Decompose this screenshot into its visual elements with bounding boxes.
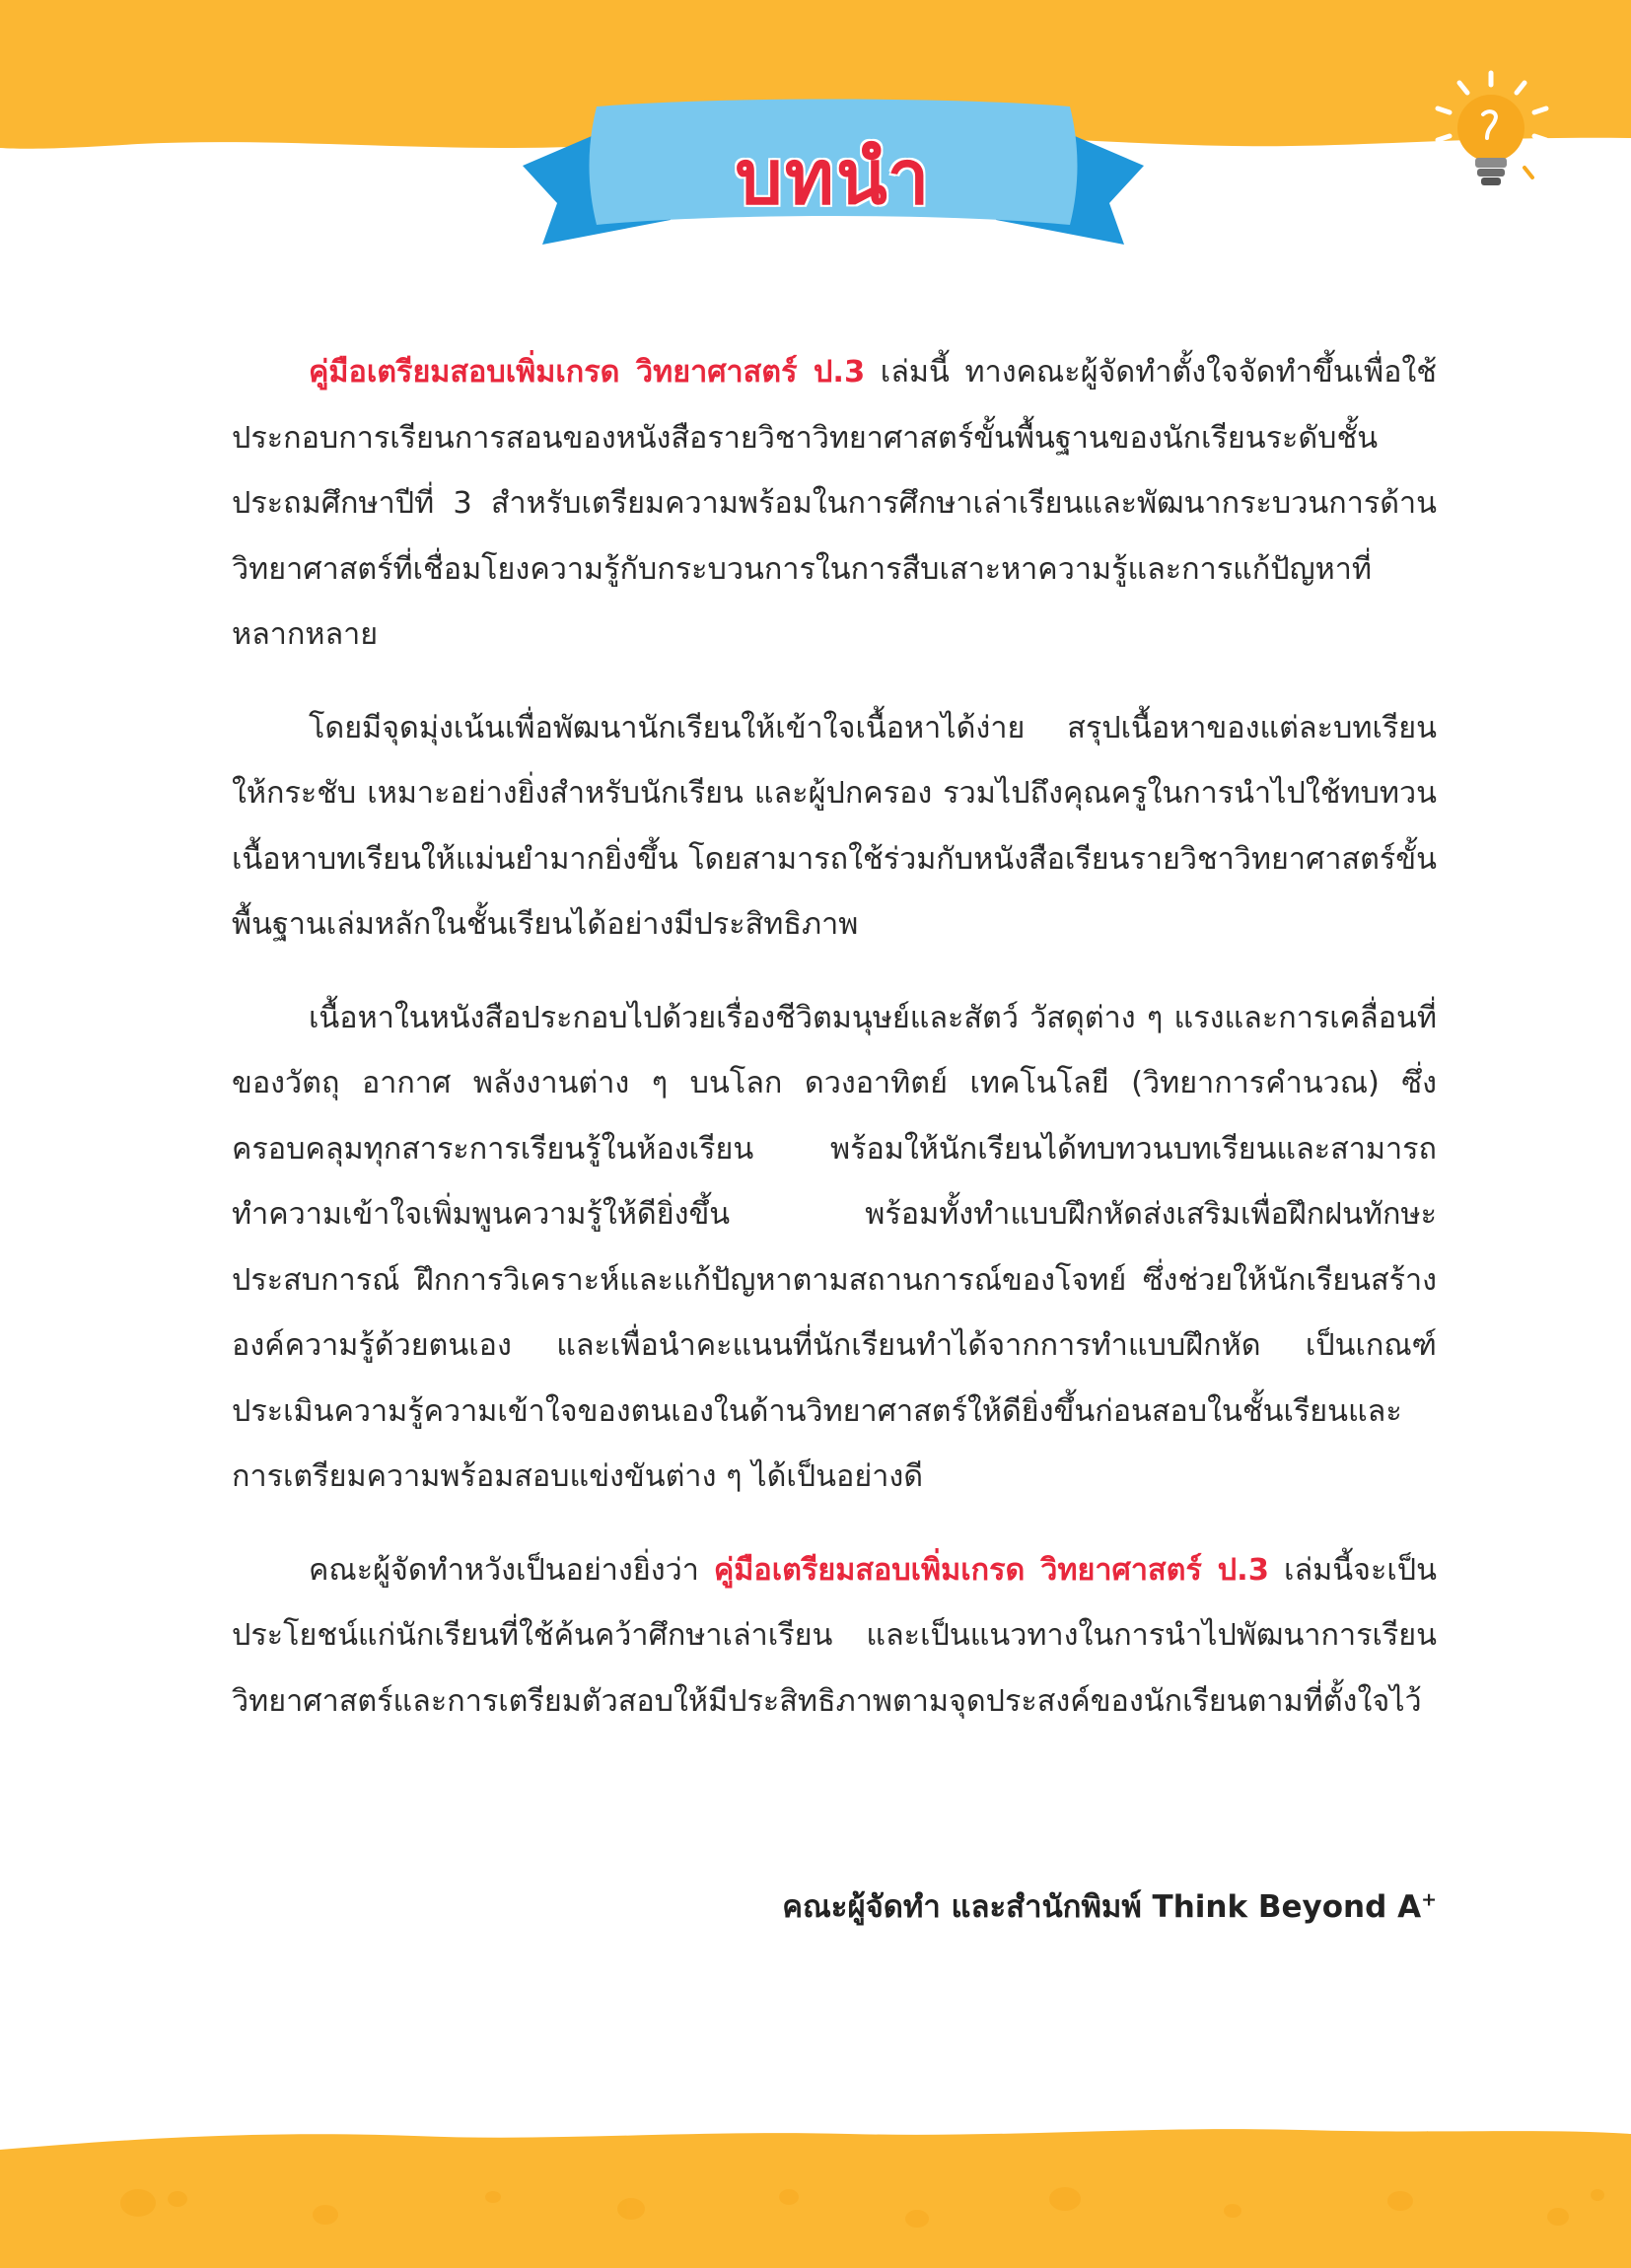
lightbulb-icon [1430, 69, 1558, 207]
book-title-highlight: คู่มือเตรียมสอบเพิ่มเกรด วิทยาศาสตร์ ป.3 [713, 1552, 1269, 1588]
signature-text: คณะผู้จัดทำ และสำนักพิมพ์ Think Beyond A [782, 1889, 1422, 1925]
bottom-wave-band [0, 2100, 1631, 2268]
paragraph-1 [232, 340, 1437, 669]
page-title: บทนำ [735, 133, 932, 221]
signature [782, 1881, 1437, 1931]
paragraph-4 [232, 1538, 1437, 1736]
book-title-highlight: คู่มือเตรียมสอบเพิ่มเกรด วิทยาศาสตร์ ป.3 [309, 355, 866, 390]
paragraph-4-text: เล่มนี้จะเป็นประโยชน์แก่นักเรียนที่ใช้ค้นคว้าศึกษาเล่าเรียน และเป็นแนวทางในการนำไปพัฒนาการเรียนวิทยาศาสตร์และการเตรียมตัวสอบให้มีประสิทธิภาพตามจุดประสงค์ของนักเรียนตามที่ตั้งใจไว้ [232, 1552, 1437, 1719]
paragraph-1-text: เล่มนี้ ทางคณะผู้จัดทำตั้งใจจัดทำขึ้นเพื่อใช้ประกอบการเรียนการสอนของหนังสือรายวิชาวิทยาศาสตร์ขั้นพื้นฐานของนักเรียนระดับชั้นประถมศึกษาปีที่ 3 สำหรับเตรียมความพร้อมในการศึกษาเล่าเรียนและพัฒนากระบวนการด้านวิทยาศาสตร์ที่เชื่อมโยงความรู้กับกระบวนการในการสืบเสาะหาความรู้และการแก้ปัญหาที่หลากหลาย [232, 355, 1437, 652]
introduction-body [232, 340, 1437, 1762]
paragraph-4-lead: คณะผู้จัดทำหวังเป็นอย่างยิ่งว่า [309, 1552, 714, 1588]
signature-superscript: + [1421, 1888, 1437, 1911]
paragraph-3: เนื้อหาในหนังสือประกอบไปด้วยเรื่องชีวิตมนุษย์และสัตว์ วัสดุต่าง ๆ แรงและการเคลื่อนที่ของวัตถุ อากาศ พลังงานต่าง ๆ บนโลก ดวงอาทิตย์ เทคโนโลยี (วิทยาการคำนวณ) ซึ่งครอบคลุมทุกสาระการเรียนรู้ในห้องเรียน พร้อมให้นักเรียนได้ทบทวนบทเรียนและสามารถทำความเข้าใจเพิ่มพูนความรู้ให้ดียิ่งขึ้น พร้อมทั้งทำแบบฝึกหัดส่งเสริมเพื่อฝึกฝนทักษะประสบการณ์ ฝึกการวิเคราะห์และแก้ปัญหาตามสถานการณ์ของโจทย์ ซึ่งช่วยให้นักเรียนสร้างองค์ความรู้ด้วยตนเอง และเพื่อนำคะแนนที่นักเรียนทำได้จากการทำแบบฝึกหัด เป็นเกณฑ์ประเมินความรู้ความเข้าใจของตนเองในด้านวิทยาศาสตร์ให้ดียิ่งขึ้นก่อนสอบในชั้นเรียนและการเตรียมความพร้อมสอบแข่งขันต่าง ๆ ได้เป็นอย่างดี [232, 1000, 1437, 1494]
paragraph-2: โดยมีจุดมุ่งเน้นเพื่อพัฒนานักเรียนให้เข้าใจเนื้อหาได้ง่าย สรุปเนื้อหาของแต่ละบทเรียนให้กระชับ เหมาะอย่างยิ่งสำหรับนักเรียน และผู้ปกครอง รวมไปถึงคุณครูในการนำไปใช้ทบทวนเนื้อหาบทเรียนให้แม่นยำมากยิ่งขึ้น โดยสามารถใช้ร่วมกับหนังสือเรียนรายวิชาวิทยาศาสตร์ขั้นพื้นฐานเล่มหลักในชั้นเรียนได้อย่างมีประสิทธิภาพ [232, 710, 1437, 942]
